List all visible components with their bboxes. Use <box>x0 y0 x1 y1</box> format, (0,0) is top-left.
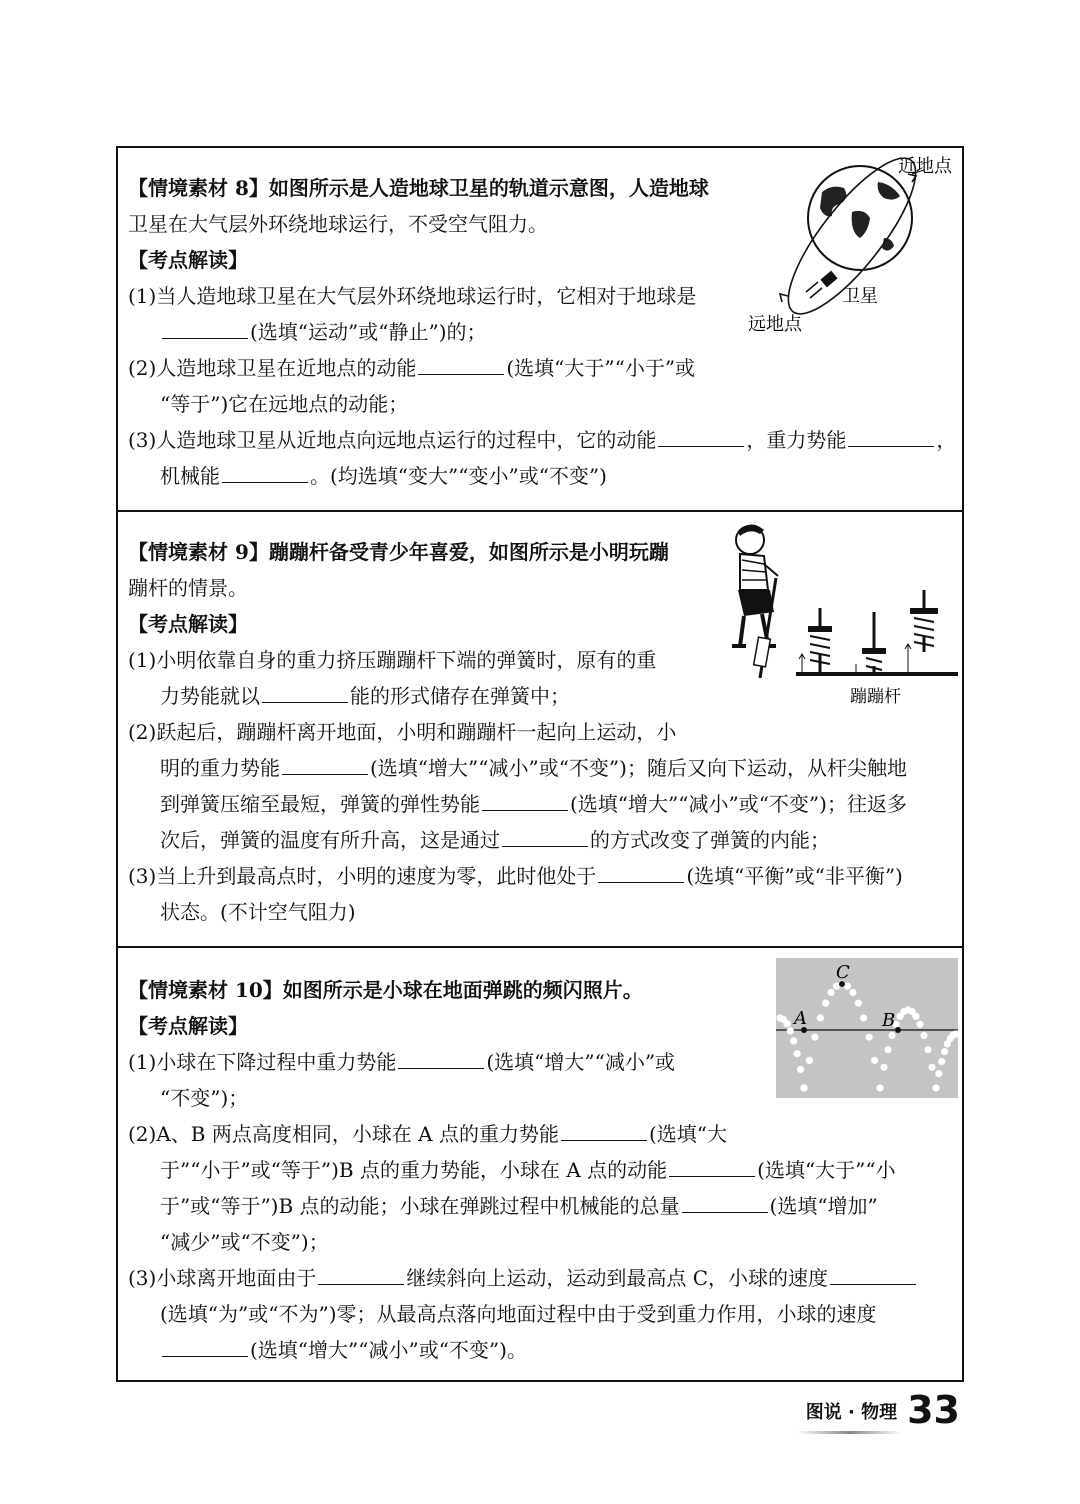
question-2-cont2 <box>160 792 907 816</box>
strobe-ball <box>880 1064 887 1071</box>
q2-text-c: 次后，弹簧的温度有所升高，这是通过 <box>160 828 500 852</box>
label-c: C <box>836 962 850 983</box>
strobe-ball <box>855 1000 862 1007</box>
material-8-intro-text: 【情境素材 8】如图所示是人造地球卫星的轨道示意图，人造地球 <box>128 176 709 200</box>
answer-blank[interactable] <box>398 1050 484 1069</box>
answer-blank[interactable] <box>222 464 308 483</box>
q2-text-b: 到弹簧压缩至最短，弹簧的弹性势能 <box>160 792 480 816</box>
answer-blank[interactable] <box>658 428 744 447</box>
answer-blank[interactable] <box>262 684 348 703</box>
strobe-ball <box>920 1032 927 1039</box>
material-9-intro-text: 【情境素材 9】蹦蹦杆备受青少年喜爱，如图所示是小明玩蹦 <box>128 540 669 564</box>
q2-text-b: 于”“小于”或“等于”)B 点的重力势能，小球在 A 点的动能 <box>160 1158 668 1182</box>
strobe-ball <box>811 1034 818 1041</box>
section-material-10 <box>118 946 962 1384</box>
earth-globe <box>808 166 912 270</box>
q2-hint: (选填“大于”“小于”或 <box>506 356 696 380</box>
q2-text: (2)人造地球卫星在近地点的动能 <box>128 356 417 380</box>
key-point-heading: 【考点解读】 <box>128 612 248 636</box>
answer-blank[interactable] <box>162 1338 248 1357</box>
strobe-ball <box>806 1057 813 1064</box>
question-2-cont <box>160 1158 896 1182</box>
strobe-ball <box>938 1058 945 1065</box>
answer-blank[interactable] <box>669 1158 755 1177</box>
question-3-cont2 <box>160 1338 527 1362</box>
q3-mech-label: 机械能 <box>160 464 220 488</box>
question-3 <box>128 428 956 452</box>
q3-text-b: ，重力势能 <box>746 428 847 452</box>
strobe-ball <box>822 1000 829 1007</box>
q1-text: 力势能就以 <box>160 684 260 708</box>
q2-hint-b: (选填“增大”“减小”或“不变”)；往返多 <box>570 792 907 816</box>
question-1-cont <box>160 684 570 708</box>
strobe-ball <box>935 1070 942 1077</box>
pogo-stage-2 <box>856 612 886 674</box>
material-10-intro <box>128 978 643 1002</box>
strobe-ball <box>866 1034 873 1041</box>
label-perigee: 近地点 <box>898 156 952 177</box>
q1-text: (1)小球在下降过程中重力势能 <box>128 1050 397 1074</box>
strobe-ball <box>871 1057 878 1064</box>
question-1-cont <box>160 320 487 344</box>
point-b-marker <box>895 1027 901 1033</box>
material-9-intro-line2: 蹦杆的情景。 <box>128 576 248 600</box>
label-apogee: 远地点 <box>748 314 802 332</box>
strobe-ball <box>783 1020 790 1027</box>
material-9-intro <box>128 540 669 564</box>
question-3 <box>128 864 903 888</box>
label-satellite: 卫星 <box>842 286 878 307</box>
question-2 <box>128 1122 727 1146</box>
answer-blank[interactable] <box>418 356 504 375</box>
q3-hint: (选填“增大”“减小”或“不变”)。 <box>250 1338 527 1362</box>
question-3 <box>128 1266 918 1290</box>
question-2-cont3: “减少”或“不变”)； <box>160 1230 329 1254</box>
strobe-ball <box>817 1014 824 1021</box>
answer-blank[interactable] <box>598 864 684 883</box>
answer-blank[interactable] <box>162 320 248 339</box>
page-frame <box>116 146 964 1382</box>
q3-text: (3)人造地球卫星从近地点向远地点运行的过程中，它的动能 <box>128 428 657 452</box>
q1-hint: (选填“运动”或“静止”)的； <box>250 320 487 344</box>
strobe-ball <box>928 1064 935 1071</box>
answer-blank[interactable] <box>318 1266 404 1285</box>
q3-text: (3)小球离开地面由于 <box>128 1266 317 1290</box>
question-3-cont <box>160 464 607 488</box>
strobe-ball <box>794 1050 801 1057</box>
question-1: (1)当人造地球卫星在大气层外环绕地球运行时，它相对于地球是 <box>128 284 697 308</box>
label-a: A <box>794 1008 807 1029</box>
book-brand: 图说 · 物理 <box>805 1402 898 1423</box>
q2-text-d: 的方式改变了弹簧的内能； <box>590 828 830 852</box>
strobe-ball <box>876 1084 883 1091</box>
q2-text: (2)A、B 两点高度相同，小球在 A 点的重力势能 <box>128 1122 559 1146</box>
pogo-stage-3 <box>905 590 938 674</box>
satellite-orbit-figure <box>744 152 960 332</box>
q3-text: (3)当上升到最高点时，小明的速度为零，此时他处于 <box>128 864 597 888</box>
strobe-ball <box>924 1046 931 1053</box>
answer-blank[interactable] <box>682 1194 768 1213</box>
question-1 <box>128 1050 675 1074</box>
strobe-ball <box>912 1013 919 1020</box>
q2-hint-b: (选填“大于”“小 <box>757 1158 896 1182</box>
q1-hint: (选填“增大”“减小”或 <box>486 1050 676 1074</box>
page-number: 33 <box>907 1388 960 1432</box>
pogo-caption: 蹦蹦杆 <box>850 687 901 707</box>
bouncing-ball-photo <box>776 958 958 1098</box>
question-1-cont: “不变”)； <box>160 1086 249 1110</box>
question-2-cont2 <box>160 1194 878 1218</box>
question-2-cont3 <box>160 828 830 852</box>
strobe-ball <box>860 1014 867 1021</box>
q1-text-b: 能的形式储存在弹簧中； <box>350 684 570 708</box>
strobe-ball <box>916 1021 923 1028</box>
question-2 <box>128 356 695 380</box>
question-3-cont: (选填“为”或“不为”)零；从最高点落向地面过程中由于受到重力作用，小球的速度 <box>160 1302 877 1326</box>
q2-hint: (选填“大 <box>649 1122 728 1146</box>
strobe-ball <box>790 1037 797 1044</box>
material-8-intro-line2: 卫星在大气层外环绕地球运行，不受空气阻力。 <box>128 212 548 236</box>
q2-text: 明的重力势能 <box>160 756 280 780</box>
footer-underline <box>796 1431 902 1434</box>
satellite-icon <box>806 271 838 298</box>
q2-hint-c: (选填“增加” <box>769 1194 878 1218</box>
question-3-cont: 状态。(不计空气阻力) <box>160 900 356 924</box>
pogo-stick-figure <box>720 518 960 708</box>
answer-blank[interactable] <box>482 792 568 811</box>
question-1: (1)小明依靠自身的重力挤压蹦蹦杆下端的弹簧时，原有的重 <box>128 648 657 672</box>
label-b: B <box>882 1010 896 1031</box>
section-material-9 <box>118 510 962 946</box>
strobe-ball <box>797 1066 804 1073</box>
key-point-heading: 【考点解读】 <box>128 1014 248 1038</box>
strobe-ball <box>849 989 856 996</box>
answer-blank[interactable] <box>502 828 588 847</box>
question-2-cont: “等于”)它在远地点的动能； <box>160 392 409 416</box>
answer-blank[interactable] <box>848 428 934 447</box>
q2-text-c: 于”或“等于”)B 点的动能；小球在弹跳过程中机械能的总量 <box>160 1194 680 1218</box>
answer-blank[interactable] <box>830 1266 916 1285</box>
q2-hint: (选填“增大”“减小”或“不变”)；随后又向下运动，从杆尖触地 <box>370 756 907 780</box>
strobe-ball <box>828 989 835 996</box>
q3-hint: 。(均选填“变大”“变小”或“不变”) <box>310 464 607 488</box>
strobe-ball <box>932 1084 939 1091</box>
strobe-ball <box>888 1032 895 1039</box>
pogo-stage-1 <box>799 608 832 674</box>
key-point-heading: 【考点解读】 <box>128 248 248 272</box>
strobe-ball <box>787 1027 794 1034</box>
orbit-arrow <box>780 294 788 302</box>
strobe-ball <box>884 1046 891 1053</box>
q3-text-c: ， <box>936 428 957 452</box>
answer-blank[interactable] <box>282 756 368 775</box>
q3-text-b: 继续斜向上运动，运动到最高点 C，小球的速度 <box>406 1266 829 1290</box>
answer-blank[interactable] <box>561 1122 647 1141</box>
q3-hint: (选填“平衡”或“非平衡”) <box>686 864 903 888</box>
material-10-intro-text: 【情境素材 10】如图所示是小球在地面弹跳的频闪照片。 <box>128 978 643 1002</box>
page-footer <box>806 1390 960 1430</box>
question-2-cont <box>160 756 907 780</box>
material-8-intro <box>128 176 709 200</box>
strobe-ball <box>800 1084 807 1091</box>
section-material-8 <box>118 148 962 508</box>
question-2: (2)跃起后，蹦蹦杆离开地面，小明和蹦蹦杆一起向上运动，小 <box>128 720 677 744</box>
boy-on-pogo-icon <box>732 524 778 678</box>
strobe-ball <box>941 1048 948 1055</box>
